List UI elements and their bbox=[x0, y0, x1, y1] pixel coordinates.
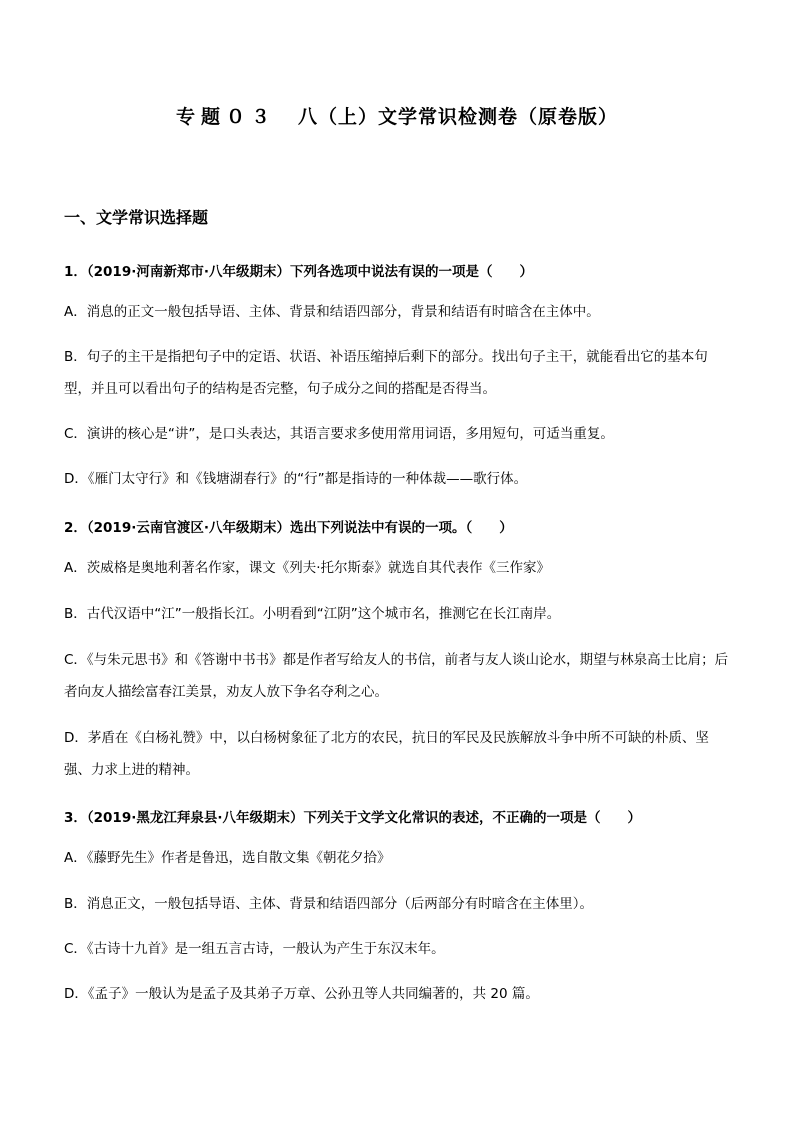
question-1-option-c: C．演讲的核心是“讲”，是口头表达，其语言要求多使用常用词语，多用短句，可适当重复。 bbox=[64, 426, 614, 442]
question-3-stem: 3．（2019·黑龙江拜泉县·八年级期末）下列关于文学文化常识的表述，不正确的一项是（ ） bbox=[64, 810, 641, 826]
section-heading: 一、文学常识选择题 bbox=[64, 208, 209, 227]
question-3-option-a: A．《藤野先生》作者是鲁迅，选自散文集《朝花夕拾》 bbox=[64, 850, 391, 866]
question-3-option-c: C．《古诗十九首》是一组五言古诗，一般认为产生于东汉末年。 bbox=[64, 941, 445, 957]
question-2-stem: 2．（2019·云南官渡区·八年级期末）选出下列说法中有误的一项。（ ） bbox=[64, 520, 513, 536]
question-2-option-d: D．茅盾在《白杨礼赞》中，以白杨树象征了北方的农民，抗日的军民及民族解放斗争中所不可缺的朴质、坚强、力求上进的精神。 bbox=[64, 730, 709, 778]
question-3-option-b: B．消息正文，一般包括导语、主体、背景和结语四部分（后两部分有时暗含在主体里）。 bbox=[64, 896, 594, 912]
question-1-option-a: A．消息的正文一般包括导语、主体、背景和结语四部分，背景和结语有时暗含在主体中。 bbox=[64, 304, 600, 320]
question-1-option-b: B．句子的主干是指把句子中的定语、状语、补语压缩掉后剩下的部分。找出句子主干，就能看出它的基本句型，并且可以看出句子的结构是否完整，句子成分之间的搭配是否得当。 bbox=[64, 349, 708, 397]
question-2-option-a: A．茨威格是奥地利著名作家，课文《列夫·托尔斯泰》就选自其代表作《三作家》 bbox=[64, 560, 551, 576]
question-3-option-d: D．《孟子》一般认为是孟子及其弟子万章、公孙丑等人共同编著的，共 20 篇。 bbox=[64, 986, 539, 1002]
question-2-option-c: C．《与朱元思书》和《答谢中书书》都是作者写给友人的书信，前者与友人谈山论水，期望与林泉高士比肩；后者向友人描绘富春江美景，劝友人放下争名夺利之心。 bbox=[64, 652, 729, 700]
title-text: 八（上）文学常识检测卷（原卷版） bbox=[298, 106, 619, 128]
question-1-stem: 1．（2019·河南新郑市·八年级期末）下列各选项中说法有误的一项是（ ） bbox=[64, 264, 533, 280]
question-2-option-b: B．古代汉语中“江”一般指长江。小明看到“江阴”这个城市名，推测它在长江南岸。 bbox=[64, 606, 561, 622]
question-1-option-d: D．《雁门太守行》和《钱塘湖春行》的“行”都是指诗的一种体裁——歌行体。 bbox=[64, 471, 528, 487]
title-number: 专题０３ bbox=[175, 106, 276, 128]
page-title bbox=[0, 102, 794, 129]
